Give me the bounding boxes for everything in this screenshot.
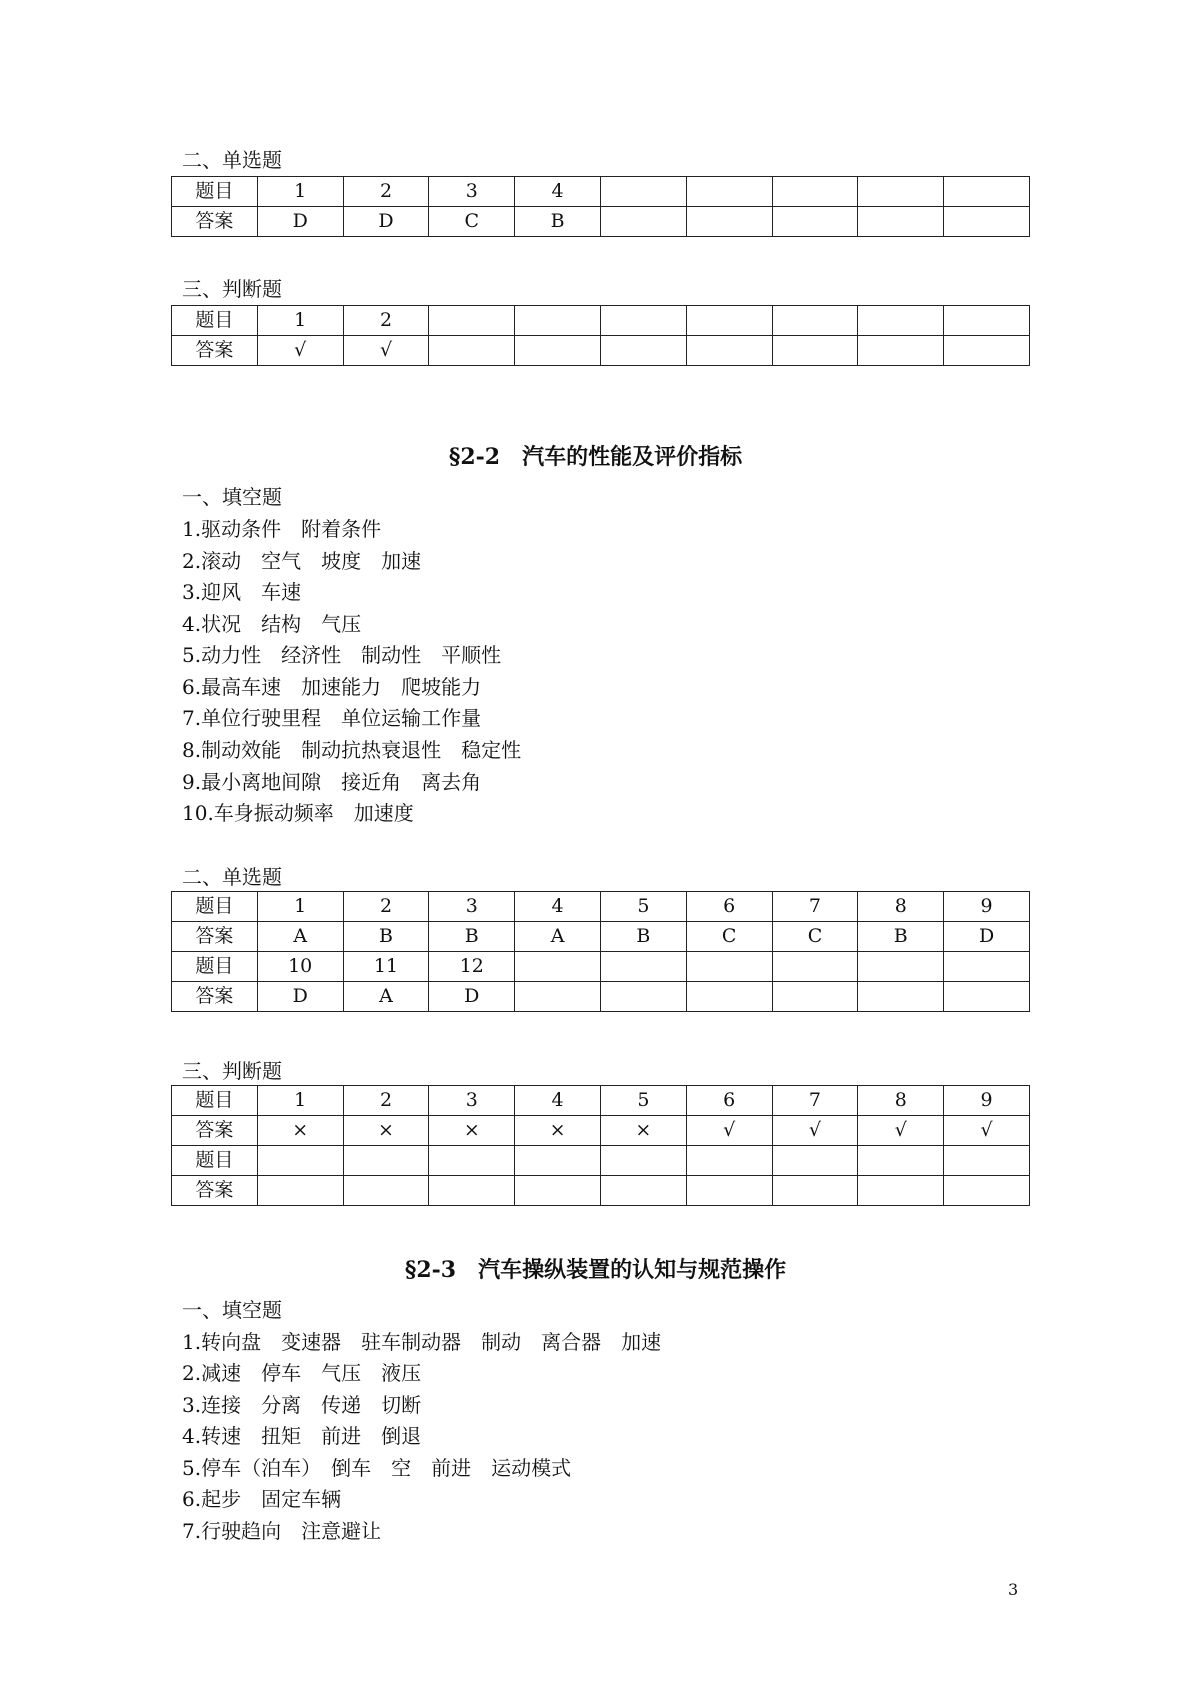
table-cell bbox=[858, 1146, 944, 1176]
table-cell bbox=[600, 982, 686, 1012]
table-row bbox=[172, 336, 1030, 366]
table-cell: 9 bbox=[944, 892, 1030, 922]
table-cell: 11 bbox=[343, 952, 429, 982]
s3-heading: §2-3 汽车操纵装置的认知与规范操作 bbox=[404, 1257, 787, 1283]
table-cell: × bbox=[429, 1116, 515, 1146]
table-cell: 3 bbox=[429, 892, 515, 922]
table-cell bbox=[772, 306, 858, 336]
s2-fill-item: 5.动力性 经济性 制动性 平顺性 bbox=[182, 643, 502, 667]
table-row bbox=[172, 207, 1030, 237]
s1-true-false-body bbox=[172, 306, 1030, 366]
s3-fill-label: 一、填空题 bbox=[182, 1298, 282, 1322]
s3-fill-item: 4.转速 扭矩 前进 倒退 bbox=[182, 1424, 422, 1448]
table-cell: 2 bbox=[343, 892, 429, 922]
table-cell bbox=[515, 952, 601, 982]
table-row bbox=[172, 1116, 1030, 1146]
table-cell bbox=[944, 336, 1030, 366]
table-cell bbox=[944, 1146, 1030, 1176]
row-header-cell: 答案 bbox=[172, 207, 258, 237]
table-cell bbox=[944, 207, 1030, 237]
s3-fill-item: 7.行驶趋向 注意避让 bbox=[182, 1519, 382, 1543]
table-cell: 4 bbox=[515, 892, 601, 922]
table-cell bbox=[858, 177, 944, 207]
s3-fill-item: 5.停车（泊车） 倒车 空 前进 运动模式 bbox=[182, 1456, 572, 1480]
table-cell: A bbox=[343, 982, 429, 1012]
table-row bbox=[172, 306, 1030, 336]
row-header-cell: 题目 bbox=[172, 892, 258, 922]
table-row bbox=[172, 1146, 1030, 1176]
table-cell: D bbox=[257, 982, 343, 1012]
table-cell: × bbox=[600, 1116, 686, 1146]
s1-single-choice-label: 二、单选题 bbox=[182, 148, 282, 172]
table-cell: √ bbox=[686, 1116, 772, 1146]
table-cell: 4 bbox=[515, 1086, 601, 1116]
table-cell bbox=[600, 306, 686, 336]
table-cell: × bbox=[257, 1116, 343, 1146]
s2-single-choice-label: 二、单选题 bbox=[182, 865, 282, 889]
table-cell bbox=[686, 952, 772, 982]
table-cell bbox=[944, 952, 1030, 982]
table-cell bbox=[600, 1176, 686, 1206]
s3-fill-item: 1.转向盘 变速器 驻车制动器 制动 离合器 加速 bbox=[182, 1330, 662, 1354]
table-cell bbox=[515, 306, 601, 336]
table-cell bbox=[600, 177, 686, 207]
s2-fill-item: 6.最高车速 加速能力 爬坡能力 bbox=[182, 675, 482, 699]
table-row bbox=[172, 1176, 1030, 1206]
table-cell: 7 bbox=[772, 892, 858, 922]
table-cell: √ bbox=[858, 1116, 944, 1146]
table-cell: B bbox=[429, 922, 515, 952]
table-cell: 5 bbox=[600, 1086, 686, 1116]
row-header-cell: 答案 bbox=[172, 982, 258, 1012]
s2-fill-item: 10.车身振动频率 加速度 bbox=[182, 801, 414, 825]
table-cell: 2 bbox=[343, 1086, 429, 1116]
s3-fill-item: 3.连接 分离 传递 切断 bbox=[182, 1393, 422, 1417]
table-cell: 9 bbox=[944, 1086, 1030, 1116]
s2-true-false-table bbox=[171, 1085, 1030, 1206]
table-cell: B bbox=[858, 922, 944, 952]
s2-fill-item: 3.迎风 车速 bbox=[182, 580, 302, 604]
table-cell: D bbox=[944, 922, 1030, 952]
table-cell: 8 bbox=[858, 892, 944, 922]
table-cell bbox=[515, 1146, 601, 1176]
s2-single-choice-body bbox=[172, 892, 1030, 1012]
table-cell: 6 bbox=[686, 1086, 772, 1116]
s2-single-choice-table bbox=[171, 891, 1030, 1012]
table-cell: √ bbox=[772, 1116, 858, 1146]
row-header-cell: 题目 bbox=[172, 306, 258, 336]
s3-fill-item: 6.起步 固定车辆 bbox=[182, 1487, 342, 1511]
table-cell bbox=[772, 952, 858, 982]
table-cell: 1 bbox=[257, 892, 343, 922]
table-cell bbox=[600, 336, 686, 366]
table-cell bbox=[858, 207, 944, 237]
table-cell: 6 bbox=[686, 892, 772, 922]
s3-fill-item: 2.减速 停车 气压 液压 bbox=[182, 1361, 422, 1385]
s2-fill-item: 8.制动效能 制动抗热衰退性 稳定性 bbox=[182, 738, 522, 762]
table-cell: 10 bbox=[257, 952, 343, 982]
row-header-cell: 答案 bbox=[172, 1176, 258, 1206]
table-cell bbox=[686, 306, 772, 336]
table-cell bbox=[686, 207, 772, 237]
table-cell: 2 bbox=[343, 177, 429, 207]
s2-true-false-label: 三、判断题 bbox=[182, 1059, 282, 1083]
table-cell bbox=[429, 1146, 515, 1176]
table-cell: D bbox=[343, 207, 429, 237]
table-cell bbox=[600, 207, 686, 237]
row-header-cell: 题目 bbox=[172, 1086, 258, 1116]
row-header-cell: 答案 bbox=[172, 336, 258, 366]
table-cell bbox=[600, 1146, 686, 1176]
table-cell bbox=[686, 1176, 772, 1206]
s2-fill-item: 1.驱动条件 附着条件 bbox=[182, 517, 382, 541]
table-cell: D bbox=[429, 982, 515, 1012]
table-cell: √ bbox=[257, 336, 343, 366]
table-cell bbox=[343, 1146, 429, 1176]
table-cell bbox=[686, 982, 772, 1012]
table-cell: 8 bbox=[858, 1086, 944, 1116]
table-cell bbox=[858, 1176, 944, 1206]
table-cell bbox=[515, 982, 601, 1012]
table-cell bbox=[772, 207, 858, 237]
table-cell: 3 bbox=[429, 1086, 515, 1116]
table-cell: 1 bbox=[257, 306, 343, 336]
row-header-cell: 题目 bbox=[172, 952, 258, 982]
table-cell: 12 bbox=[429, 952, 515, 982]
s2-fill-item: 2.滚动 空气 坡度 加速 bbox=[182, 549, 422, 573]
table-cell bbox=[686, 336, 772, 366]
table-row bbox=[172, 982, 1030, 1012]
table-cell bbox=[772, 1176, 858, 1206]
table-cell bbox=[515, 1176, 601, 1206]
table-cell: × bbox=[515, 1116, 601, 1146]
table-cell: A bbox=[257, 922, 343, 952]
table-row bbox=[172, 177, 1030, 207]
s2-true-false-body bbox=[172, 1086, 1030, 1206]
s2-heading: §2-2 汽车的性能及评价指标 bbox=[448, 444, 743, 470]
table-row bbox=[172, 1086, 1030, 1116]
table-cell: B bbox=[600, 922, 686, 952]
table-cell: 1 bbox=[257, 177, 343, 207]
table-cell bbox=[343, 1176, 429, 1206]
table-cell: B bbox=[343, 922, 429, 952]
table-cell bbox=[858, 336, 944, 366]
page-number: 3 bbox=[1008, 1580, 1019, 1599]
table-row bbox=[172, 952, 1030, 982]
table-cell: 1 bbox=[257, 1086, 343, 1116]
table-row bbox=[172, 892, 1030, 922]
table-cell bbox=[772, 336, 858, 366]
table-cell bbox=[257, 1176, 343, 1206]
table-cell bbox=[429, 1176, 515, 1206]
table-cell: D bbox=[257, 207, 343, 237]
table-cell bbox=[772, 177, 858, 207]
s1-single-choice-body bbox=[172, 177, 1030, 237]
s2-fill-item: 4.状况 结构 气压 bbox=[182, 612, 362, 636]
table-cell bbox=[944, 177, 1030, 207]
table-cell bbox=[515, 336, 601, 366]
table-cell bbox=[257, 1146, 343, 1176]
s1-true-false-table bbox=[171, 305, 1030, 366]
table-cell bbox=[686, 1146, 772, 1176]
s2-fill-label: 一、填空题 bbox=[182, 485, 282, 509]
table-cell: C bbox=[772, 922, 858, 952]
table-cell bbox=[858, 952, 944, 982]
table-cell: B bbox=[515, 207, 601, 237]
table-cell: C bbox=[429, 207, 515, 237]
table-cell: √ bbox=[944, 1116, 1030, 1146]
row-header-cell: 答案 bbox=[172, 1116, 258, 1146]
row-header-cell: 答案 bbox=[172, 922, 258, 952]
s1-true-false-label: 三、判断题 bbox=[182, 277, 282, 301]
row-header-cell: 题目 bbox=[172, 1146, 258, 1176]
s2-fill-item: 7.单位行驶里程 单位运输工作量 bbox=[182, 706, 482, 730]
table-cell bbox=[858, 982, 944, 1012]
table-cell bbox=[944, 306, 1030, 336]
table-cell: 4 bbox=[515, 177, 601, 207]
table-cell: 5 bbox=[600, 892, 686, 922]
table-cell bbox=[944, 1176, 1030, 1206]
table-cell bbox=[944, 982, 1030, 1012]
table-cell bbox=[772, 982, 858, 1012]
table-cell: × bbox=[343, 1116, 429, 1146]
table-cell bbox=[600, 952, 686, 982]
table-cell: A bbox=[515, 922, 601, 952]
table-cell: C bbox=[686, 922, 772, 952]
table-cell: 2 bbox=[343, 306, 429, 336]
table-cell: 3 bbox=[429, 177, 515, 207]
table-cell bbox=[429, 306, 515, 336]
table-cell bbox=[772, 1146, 858, 1176]
table-cell: √ bbox=[343, 336, 429, 366]
table-cell bbox=[429, 336, 515, 366]
row-header-cell: 题目 bbox=[172, 177, 258, 207]
table-cell bbox=[858, 306, 944, 336]
table-row bbox=[172, 922, 1030, 952]
s2-fill-item: 9.最小离地间隙 接近角 离去角 bbox=[182, 770, 482, 794]
s1-single-choice-table bbox=[171, 176, 1030, 237]
table-cell: 7 bbox=[772, 1086, 858, 1116]
table-cell bbox=[686, 177, 772, 207]
